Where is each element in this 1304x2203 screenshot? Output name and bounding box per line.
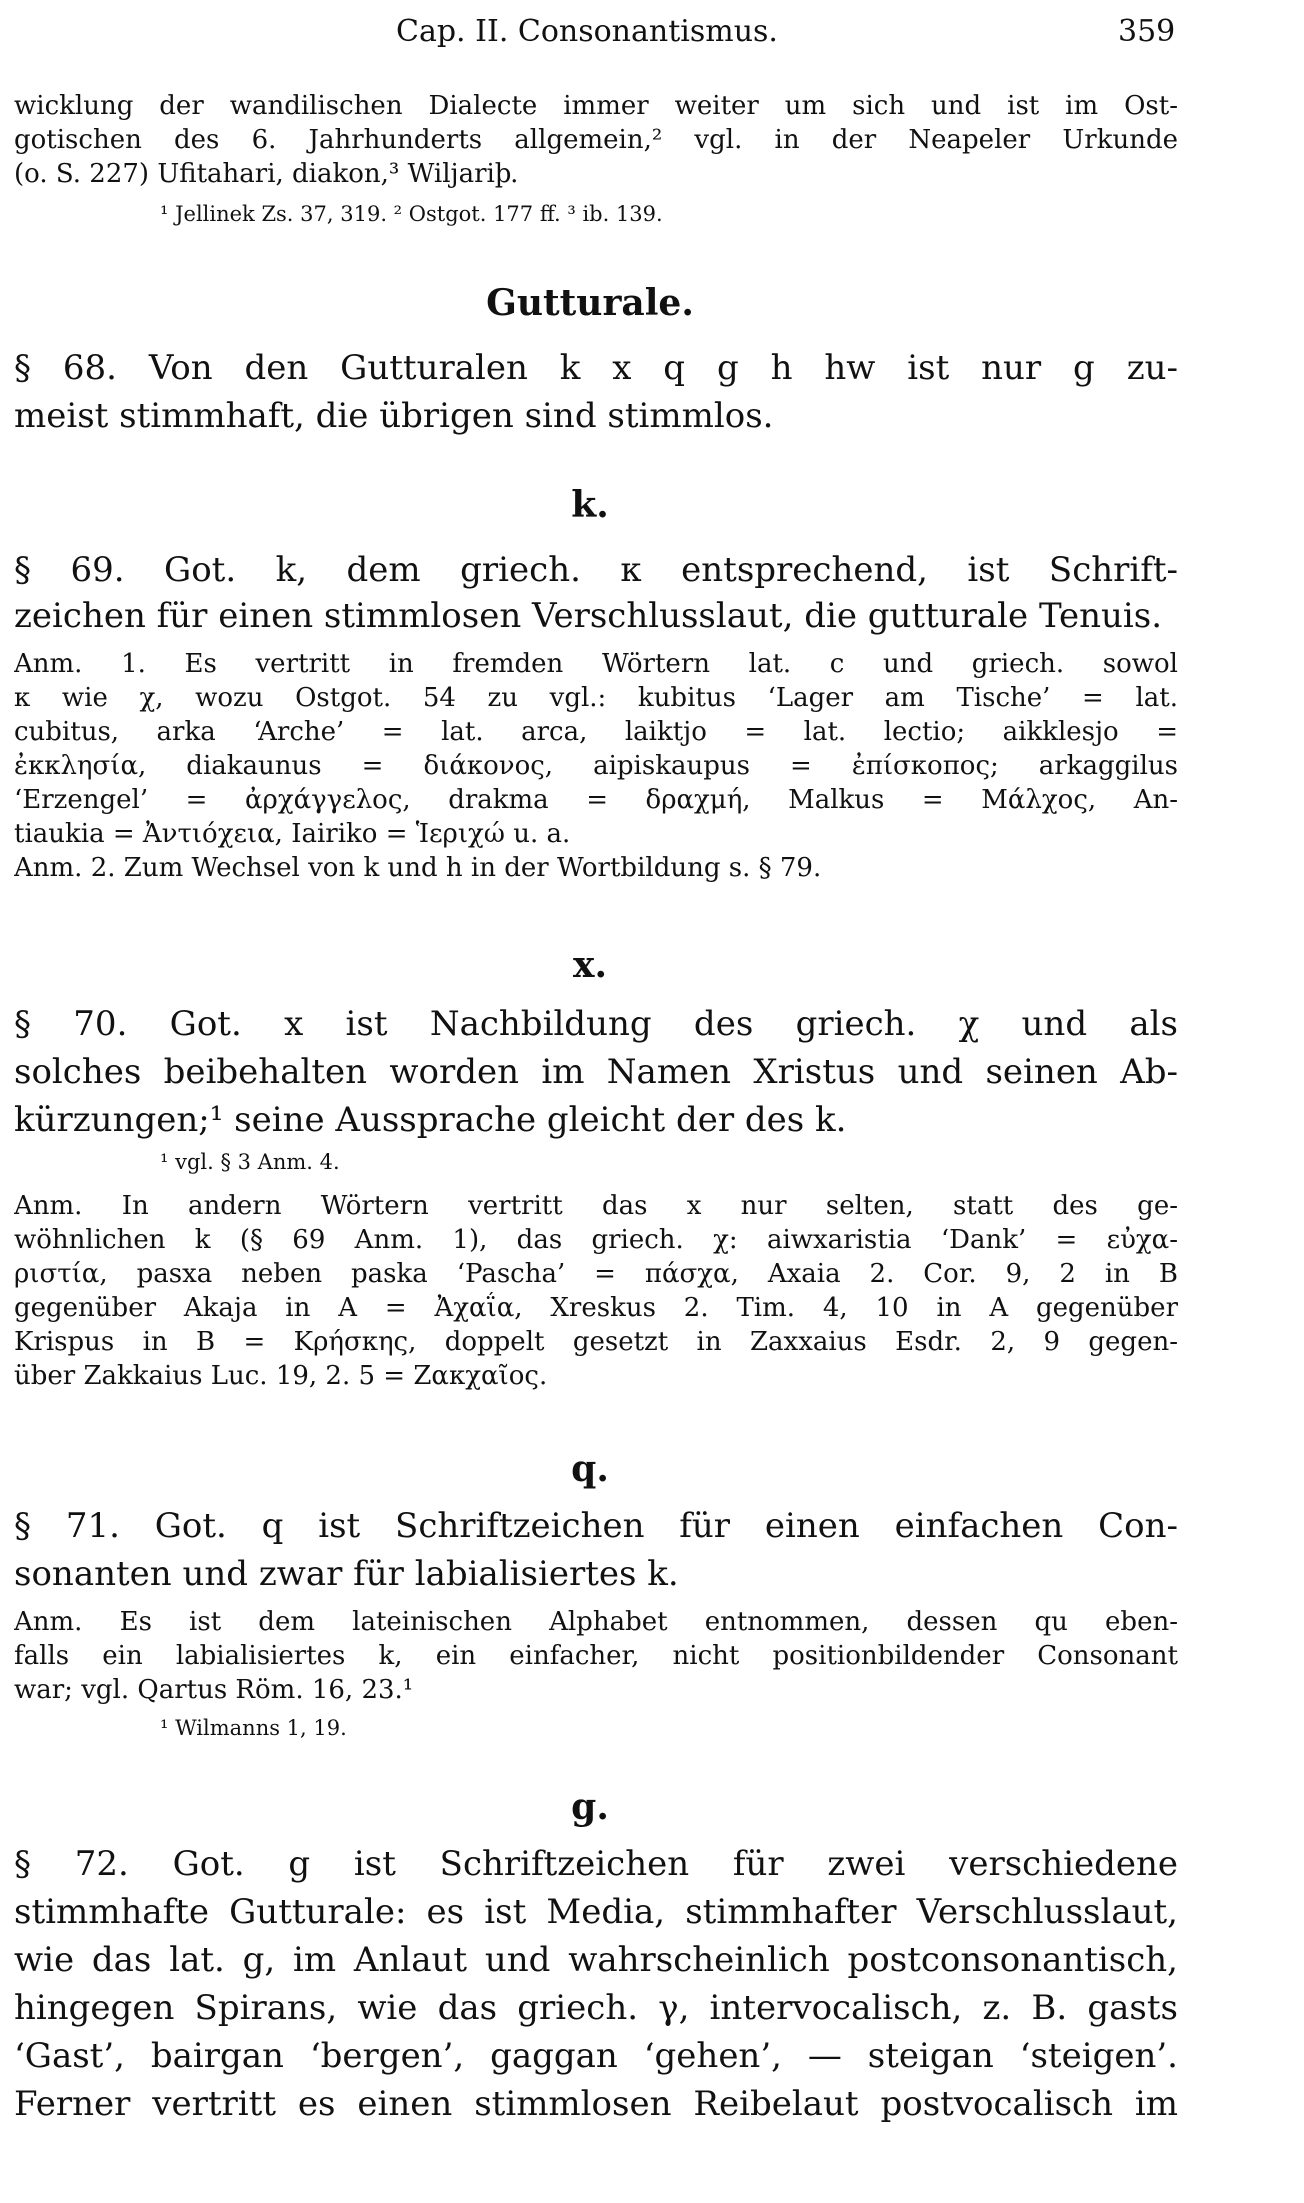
paragraph-72-line: § 72. Got. g ist Schriftzeichen für zwei verschiedene xyxy=(14,1844,1178,1884)
footnote: ¹ vgl. § 3 Anm. 4. xyxy=(160,1150,340,1174)
annotation-line: Anm. 1. Es vertritt in fremden Wörtern lat. c und griech. sowol xyxy=(14,649,1178,679)
paragraph-72-line: stimmhafte Gutturale: es ist Media, stimmhafter Verschlusslaut, xyxy=(14,1892,1178,1932)
paragraph-72-line: ‘Gast’, bairgan ‘bergen’, gaggan ‘gehen’, — steigan ‘steigen’. xyxy=(14,2036,1178,2076)
annotation-line: über Zakkaius Luc. 19, 2. 5 = Ζακχαῖος. xyxy=(14,1361,548,1391)
running-title: Cap. II. Consonantismus. xyxy=(396,14,778,49)
annotation-line: Anm. 2. Zum Wechsel von k und h in der Wortbildung s. § 79. xyxy=(14,853,822,883)
annotation-line: war; vgl. Qartus Röm. 16, 23.¹ xyxy=(14,1675,414,1705)
section-heading-q: q. xyxy=(571,1448,609,1490)
annotation-line: Anm. In andern Wörtern vertritt das x nur selten, statt des ge- xyxy=(14,1191,1178,1221)
annotation-line: ἐκκλησία, diakaunus = διάκονος, aipiskaupus = ἐπίσκοπος; arkaggilus xyxy=(14,751,1178,781)
paragraph-71-line: § 71. Got. q ist Schriftzeichen für einen einfachen Con- xyxy=(14,1506,1178,1546)
paragraph-70-line: solches beibehalten worden im Namen Xristus und seinen Ab- xyxy=(14,1052,1178,1092)
annotation-line: Krispus in B = Κρήσκης, doppelt gesetzt in Zaxxaius Esdr. 2, 9 gegen- xyxy=(14,1327,1178,1357)
annotation-line: ριστία, pasxa neben paska ‘Pascha’ = πάσχα, Axaia 2. Cor. 9, 2 in B xyxy=(14,1259,1178,1289)
annotation-line: cubitus, arka ‘Arche’ = lat. arca, laiktjo = lat. lectio; aikklesjo = xyxy=(14,717,1178,747)
text-line: (o. S. 227) Ufitahari, diakon,³ Wiljariþ. xyxy=(14,159,519,189)
annotation-line: ‘Erzengel’ = ἀρχάγγελος, drakma = δραχμή, Malkus = Μάλχος, An- xyxy=(14,785,1178,815)
annotation-line: Anm. Es ist dem lateinischen Alphabet entnommen, dessen qu eben- xyxy=(14,1607,1178,1637)
annotation-line: tiaukia = Ἀντιόχεια, Iairiko = Ἱεριχώ u. a. xyxy=(14,819,571,849)
annotation-line: gegenüber Akaja in A = Ἀχαΐα, Xreskus 2. Tim. 4, 10 in A gegenüber xyxy=(14,1293,1178,1323)
footnote: ¹ Wilmanns 1, 19. xyxy=(160,1716,347,1740)
annotation-line: wöhnlichen k (§ 69 Anm. 1), das griech. χ: aiwxaristia ‘Dank’ = εὐχα- xyxy=(14,1225,1178,1255)
annotation-line: falls ein labialisiertes k, ein einfacher, nicht positionbildender Consonant xyxy=(14,1641,1178,1671)
paragraph-69-line: zeichen für einen stimmlosen Verschlusslaut, die gutturale Tenuis. xyxy=(14,596,1163,636)
section-heading-gutturale: Gutturale. xyxy=(486,282,694,324)
paragraph-69-line: § 69. Got. k, dem griech. κ entsprechend, ist Schrift- xyxy=(14,550,1178,590)
paragraph-68-line: § 68. Von den Gutturalen k x q g h hw ist nur g zu- xyxy=(14,348,1178,388)
footnote: ¹ Jellinek Zs. 37, 319. ² Ostgot. 177 ff. ³ ib. 139. xyxy=(160,202,663,226)
paragraph-71-line: sonanten und zwar für labialisiertes k. xyxy=(14,1554,679,1594)
paragraph-70-line: kürzungen;¹ seine Aussprache gleicht der des k. xyxy=(14,1100,847,1140)
section-heading-k: k. xyxy=(571,484,609,526)
page-number: 359 xyxy=(1118,14,1176,49)
text-line: wicklung der wandilischen Dialecte immer weiter um sich und ist im Ost- xyxy=(14,91,1178,121)
paragraph-72-line: wie das lat. g, im Anlaut und wahrscheinlich postconsonantisch, xyxy=(14,1940,1178,1980)
paragraph-68-line: meist stimmhaft, die übrigen sind stimmlos. xyxy=(14,396,774,436)
paragraph-70-line: § 70. Got. x ist Nachbildung des griech. χ und als xyxy=(14,1004,1178,1044)
text-line: gotischen des 6. Jahrhunderts allgemein,² vgl. in der Neapeler Urkunde xyxy=(14,125,1178,155)
section-heading-x: x. xyxy=(573,944,607,986)
paragraph-72-line: hingegen Spirans, wie das griech. γ, intervocalisch, z. B. gasts xyxy=(14,1988,1178,2028)
section-heading-g: g. xyxy=(571,1786,609,1828)
annotation-line: κ wie χ, wozu Ostgot. 54 zu vgl.: kubitus ‘Lager am Tische’ = lat. xyxy=(14,683,1178,713)
paragraph-72-line: Ferner vertritt es einen stimmlosen Reibelaut postvocalisch im xyxy=(14,2084,1178,2124)
